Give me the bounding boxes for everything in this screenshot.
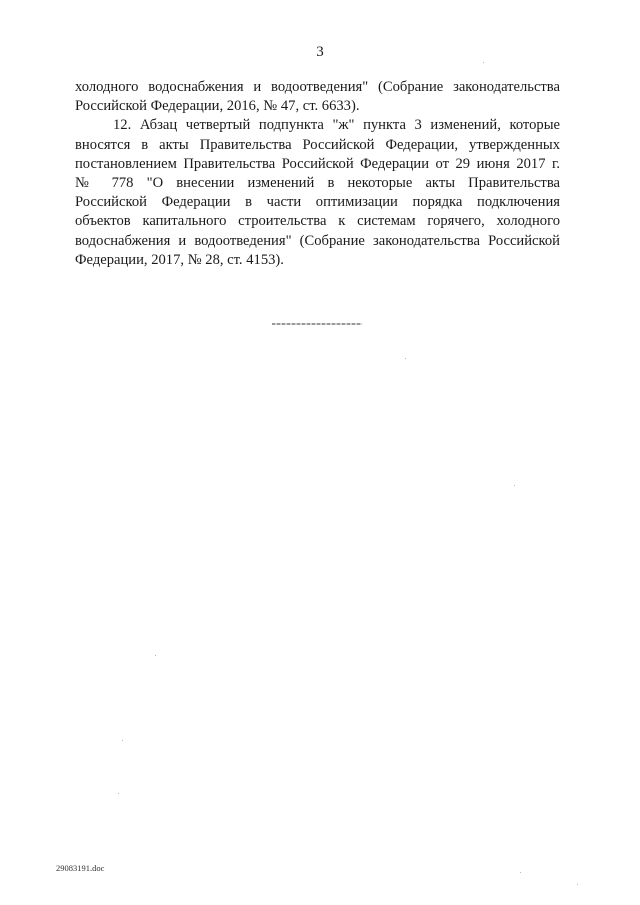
scan-speck xyxy=(514,485,515,486)
paragraph-2-line-8: Федерации, 2017, № 28, ст. 4153). xyxy=(75,251,284,268)
paragraph-1-line-2: Российской Федерации, 2016, № 47, ст. 6633). xyxy=(75,98,360,115)
document-file-id: 29083191.doc xyxy=(56,863,105,873)
document-body xyxy=(75,78,560,270)
scan-speck xyxy=(122,740,123,741)
paragraph-1-line-1: холодного водоснабжения и водоотведения" (Собрание законодательства xyxy=(75,79,560,95)
scan-speck xyxy=(577,884,578,885)
paragraph-2-line-4: № 778 "О внесении изменений в некоторые акты Правительства xyxy=(75,175,560,192)
paragraph-2-line-5: Российской Федерации в части оптимизации порядка подключения xyxy=(75,194,560,211)
scan-speck xyxy=(520,872,521,873)
scan-speck xyxy=(483,62,484,63)
scan-speck xyxy=(118,793,119,794)
page-number: 3 xyxy=(316,44,324,60)
end-of-text-separator xyxy=(272,323,362,325)
scan-speck xyxy=(405,358,406,359)
paragraph-2-line-3: постановлением Правительства Российской Федерации от 29 июня 2017 г. xyxy=(75,155,560,172)
paragraph-2-line-2: вносятся в акты Правительства Российской Федерации, утвержденных xyxy=(75,136,560,153)
scan-speck xyxy=(155,655,156,656)
paragraph-2-line-7: водоснабжения и водоотведения" (Собрание законодательства Российской xyxy=(75,232,560,249)
paragraph-2-line-1: 12. Абзац четвертый подпункта "ж" пункта 3 изменений, которые xyxy=(113,117,560,134)
paragraph-2-line-6: объектов капитального строительства к системам горячего, холодного xyxy=(75,213,560,230)
